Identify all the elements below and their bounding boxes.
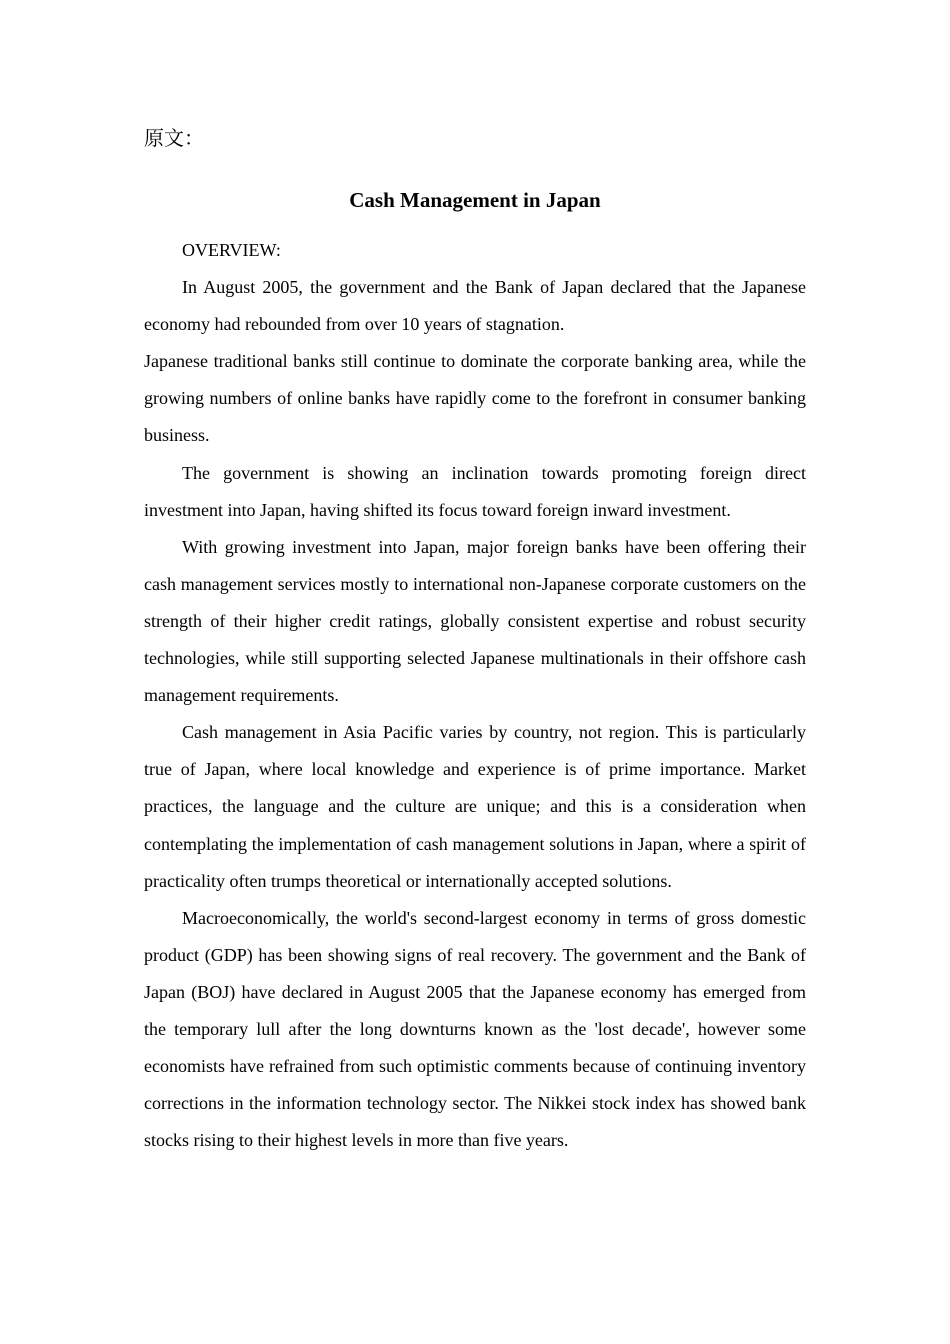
paragraph-6: Macroeconomically, the world's second-largest economy in terms of gross domestic product (GDP) has been showing signs of real recovery. The government and the Bank of Japan (BOJ) have declared in August 2005 that the Japanese economy has emerged from the temporary lull after the long downturns known as the 'lost decade', however some economists have refrained from such optimistic comments because of continuing inventory corrections in the information technology sector. The Nikkei stock index has showed bank stocks rising to their highest levels in more than five years. bbox=[144, 907, 806, 1151]
document-body bbox=[144, 232, 806, 1159]
original-text-label: 原文： bbox=[144, 126, 204, 150]
paragraph-2: Japanese traditional banks still continue to dominate the corporate banking area, while the growing numbers of online banks have rapidly come to the forefront in consumer banking business. bbox=[144, 351, 806, 446]
paragraph-5: Cash management in Asia Pacific varies by country, not region. This is particularly true of Japan, where local knowledge and experience is of prime importance. Market practices, the language and the culture are unique; and this is a consideration when contemplating the implementation of cash management solutions in Japan, where a spirit of practicality often trumps theoretical or internationally accepted solutions. bbox=[144, 722, 806, 891]
paragraph-4: With growing investment into Japan, major foreign banks have been offering their cash management services mostly to international non-Japanese corporate customers on the strength of their higher credit ratings, globally consistent expertise and robust security technologies, while still supporting selected Japanese multinationals in their offshore cash management requirements. bbox=[144, 536, 806, 706]
paragraph-1: In August 2005, the government and the Bank of Japan declared that the Japanese economy had rebounded from over 10 years of stagnation. bbox=[144, 277, 806, 335]
paragraph-3: The government is showing an inclination towards promoting foreign direct investment into Japan, having shifted its focus toward foreign inward investment. bbox=[144, 462, 806, 520]
overview-heading: OVERVIEW: bbox=[182, 240, 281, 260]
document-title: Cash Management in Japan bbox=[349, 188, 601, 212]
